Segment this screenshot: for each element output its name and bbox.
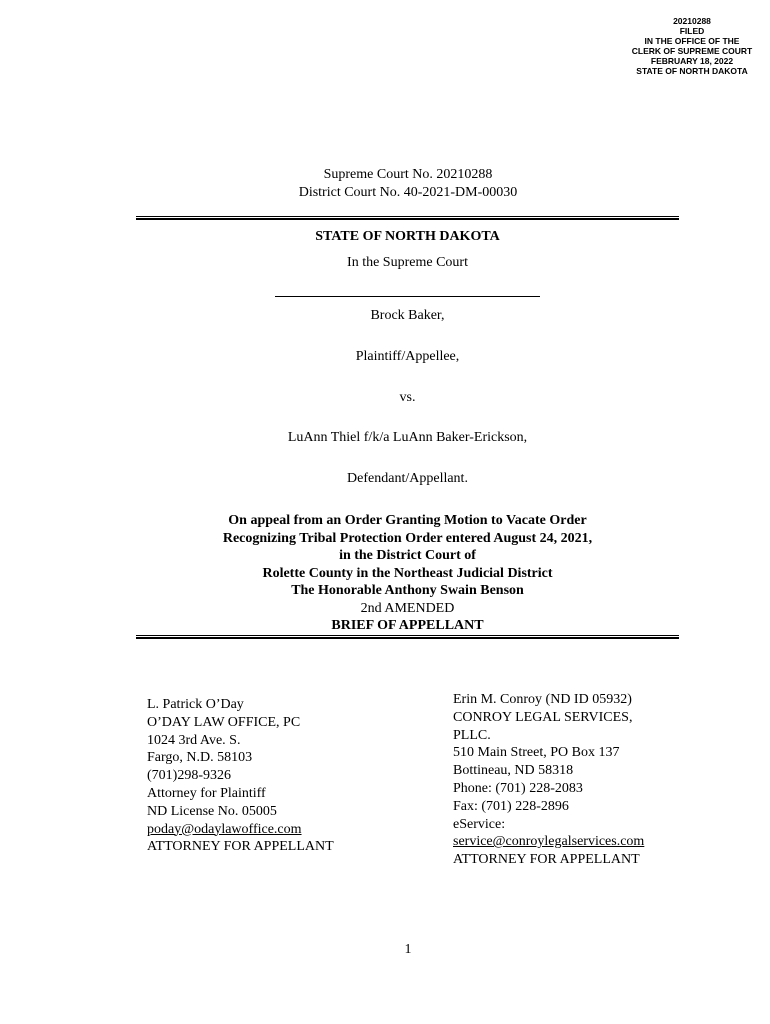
judge-name: The Honorable Anthony Swain Benson <box>291 583 524 598</box>
appeal-description <box>136 512 679 635</box>
attorney-left-email-link[interactable]: poday@odaylawoffice.com <box>147 821 302 837</box>
attorney-block-right <box>453 691 644 869</box>
appeal-line-1: On appeal from an Order Granting Motion to Vacate Order <box>228 513 587 528</box>
court-name: In the Supreme Court <box>347 255 468 270</box>
stamp-date: FEBRUARY 18, 2022 <box>650 56 734 66</box>
supreme-court-number: Supreme Court No. 20210288 <box>323 167 493 182</box>
versus: vs. <box>399 390 416 405</box>
attorney-right-designation: ATTORNEY FOR APPELLANT <box>453 852 640 868</box>
appeal-line-2: Recognizing Tribal Protection Order entered August 24, 2021, <box>222 530 593 546</box>
defendant-name: LuAnn Thiel f/k/a LuAnn Baker-Erickson, <box>287 430 528 445</box>
attorney-right-street: 510 Main Street, PO Box 137 <box>453 745 620 761</box>
attorney-right-fax: Fax: (701) 228-2896 <box>453 798 569 814</box>
case-caption <box>0 166 770 202</box>
attorney-left-name: L. Patrick O’Day <box>147 697 244 712</box>
attorney-left-phone: (701)298-9326 <box>147 768 231 784</box>
attorney-right-email-link[interactable]: service@conroylegalservices.com <box>453 834 645 850</box>
attorney-right-eservice-label: eService: <box>453 816 506 832</box>
plaintiff-role: Plaintiff/Appellee, <box>355 349 460 364</box>
attorney-block-left <box>147 696 334 856</box>
attorney-right-name: Erin M. Conroy (ND ID 05932) <box>453 692 632 707</box>
amended-label: 2nd AMENDED <box>360 600 455 616</box>
plaintiff-name: Brock Baker, <box>370 308 445 323</box>
stamp-clerk: CLERK OF SUPREME COURT <box>631 46 753 56</box>
attorney-right-phone: Phone: (701) 228-2083 <box>453 780 583 796</box>
state-heading: STATE OF NORTH DAKOTA <box>315 229 500 244</box>
attorney-right-firm-suffix: PLLC. <box>453 727 491 743</box>
attorney-right-firm: CONROY LEGAL SERVICES, <box>453 709 633 725</box>
attorney-left-city: Fargo, N.D. 58103 <box>147 750 253 766</box>
defendant-role: Defendant/Appellant. <box>347 471 468 486</box>
stamp-office: IN THE OFFICE OF THE <box>644 36 740 46</box>
stamp-filed: FILED <box>679 26 705 36</box>
attorney-left-firm: O’DAY LAW OFFICE, PC <box>147 714 301 730</box>
caption-divider <box>275 296 540 297</box>
attorney-left-role: Attorney for Plaintiff <box>147 785 266 801</box>
bottom-double-rule <box>136 635 679 639</box>
appeal-line-4: Rolette County in the Northeast Judicial District <box>262 565 553 581</box>
attorney-right-city: Bottineau, ND 58318 <box>453 763 574 779</box>
page-number: 1 <box>404 942 412 957</box>
top-double-rule <box>136 216 679 220</box>
filing-stamp <box>622 16 762 76</box>
stamp-case-number: 20210288 <box>673 16 711 26</box>
attorney-left-street: 1024 3rd Ave. S. <box>147 732 241 748</box>
district-court-number: District Court No. 40-2021-DM-00030 <box>298 185 518 200</box>
attorney-left-license: ND License No. 05005 <box>147 803 277 819</box>
appeal-line-3: in the District Court of <box>339 548 476 563</box>
brief-title: BRIEF OF APPELLANT <box>331 618 484 633</box>
stamp-state: STATE OF NORTH DAKOTA <box>636 66 748 76</box>
attorney-left-designation: ATTORNEY FOR APPELLANT <box>147 839 334 855</box>
